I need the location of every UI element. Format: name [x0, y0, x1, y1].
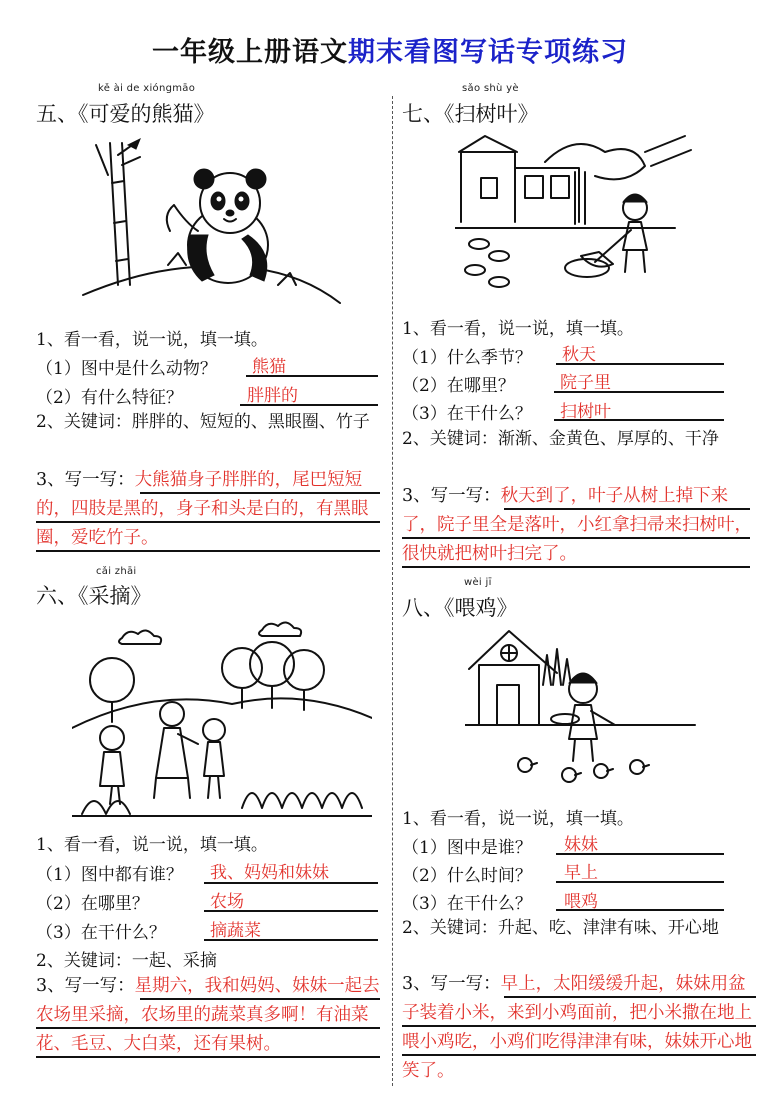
s6-q2-answer: 农场: [210, 892, 244, 912]
s8-write-line-1: [504, 996, 756, 998]
s5-write-line-1: [140, 492, 380, 494]
s8-step1: 1、看一看，说一说，填一填。: [402, 809, 634, 829]
s8-q3-label: （3）在干什么？: [402, 894, 532, 914]
feeding-chickens-illustration: [465, 625, 705, 795]
s7-write-label: 3、写一写：: [402, 486, 501, 506]
s8-write-line-2: [402, 1025, 756, 1027]
s7-q3-label: （3）在干什么？: [402, 404, 532, 424]
s7-pinyin: sǎo shù yè: [462, 83, 519, 94]
s6-q1-label: （1）图中都有谁？: [36, 865, 183, 885]
s8-keywords: 2、关键词：升起、吃、津津有味、开心地: [402, 918, 719, 938]
s8-q2-underline: [556, 881, 724, 883]
s5-write-text: 大熊猫身子胖胖的，尾巴短短的，四肢是黑的，身子和头是白的，有黑眼圈，爱吃竹子。: [36, 470, 369, 548]
s5-q2-answer: 胖胖的: [247, 386, 298, 406]
sweeping-leaves-illustration: [455, 132, 695, 302]
s8-heading: 八、《喂鸡》: [402, 596, 518, 620]
s7-write-line-2: [402, 537, 750, 539]
s5-q2-underline: [240, 404, 378, 406]
s6-q3-underline: [204, 939, 378, 941]
s7-q1-answer: 秋天: [562, 345, 596, 365]
s6-heading: 六、《采摘》: [36, 584, 152, 608]
s8-pinyin: wèi jī: [464, 577, 492, 588]
s6-q2-underline: [204, 910, 378, 912]
s5-write-line-3: [36, 550, 380, 552]
column-divider: [392, 96, 393, 1086]
s6-q1-underline: [204, 882, 378, 884]
s7-step1: 1、看一看，说一说，填一填。: [402, 319, 634, 339]
s6-q3-answer: 摘蔬菜: [210, 921, 261, 941]
s8-q2-label: （2）什么时间？: [402, 866, 532, 886]
s8-write-line-3: [402, 1054, 756, 1056]
s7-heading: 七、《扫树叶》: [402, 102, 539, 126]
panda-illustration: [78, 135, 348, 315]
s6-keywords: 2、关键词：一起、采摘: [36, 951, 217, 971]
s6-write-line-1: [140, 998, 380, 1000]
s6-write-line-3: [36, 1056, 380, 1058]
s8-q3-underline: [556, 909, 724, 911]
s5-q1-label: （1）图中是什么动物？: [36, 359, 217, 379]
s5-write-line-2: [36, 521, 380, 523]
s7-q2-answer: 院子里: [560, 373, 611, 393]
s5-pinyin: kě ài de xióngmāo: [98, 83, 196, 94]
s7-write: [402, 482, 760, 569]
s7-q3-answer: 扫树叶: [560, 402, 611, 422]
s5-heading: 五、《可爱的熊猫》: [36, 102, 215, 126]
s5-step1: 1、看一看，说一说，填一填。: [36, 330, 268, 350]
s7-write-line-3: [402, 566, 750, 568]
picking-illustration: [72, 618, 372, 818]
s8-write-text: 早上，太阳缓缓升起，妹妹用盆子装着小米，来到小鸡面前，把小米撒在地上喂小鸡吃，小鸡们吃得津津有味，妹妹开心地笑了。: [402, 974, 752, 1081]
s5-write-label: 3、写一写：: [36, 470, 135, 490]
s7-q2-label: （2）在哪里？: [402, 376, 515, 396]
s7-q1-underline: [556, 363, 724, 365]
s8-q1-underline: [556, 853, 724, 855]
s6-write: [36, 972, 388, 1059]
s6-write-text: 星期六，我和妈妈、妹妹一起去农场里采摘，农场里的蔬菜真多啊！有油菜花、毛豆、大白菜，还有果树。: [36, 976, 380, 1054]
s6-pinyin: cǎi zhāi: [96, 566, 137, 577]
s5-q1-answer: 熊猫: [252, 357, 286, 377]
s6-q2-label: （2）在哪里？: [36, 894, 149, 914]
s7-q2-underline: [554, 391, 724, 393]
s6-q3-label: （3）在干什么？: [36, 923, 166, 943]
s5-write: [36, 466, 386, 553]
s7-write-line-1: [504, 508, 750, 510]
s8-write: [402, 970, 762, 1086]
s7-keywords: 2、关键词：渐渐、金黄色、厚厚的、干净: [402, 429, 719, 449]
s7-write-text: 秋天到了，叶子从树上掉下来了，院子里全是落叶，小红拿扫帚来扫树叶，很快就把树叶扫完了。: [402, 486, 752, 564]
title-part-1: 一年级上册语文: [152, 37, 348, 68]
s8-q3-answer: 喂鸡: [564, 892, 598, 912]
s7-q1-label: （1）什么季节？: [402, 348, 532, 368]
s5-q2-label: （2）有什么特征？: [36, 388, 183, 408]
s6-write-line-2: [36, 1027, 380, 1029]
s5-keywords: 2、关键词：胖胖的、短短的、黑眼圈、竹子: [36, 412, 370, 432]
s6-write-label: 3、写一写：: [36, 976, 135, 996]
s8-q2-answer: 早上: [564, 863, 598, 883]
s8-q1-label: （1）图中是谁？: [402, 838, 532, 858]
s6-step1: 1、看一看，说一说，填一填。: [36, 835, 268, 855]
s8-write-label: 3、写一写：: [402, 974, 501, 994]
s6-q1-answer: 我、妈妈和妹妹: [210, 863, 329, 883]
s7-q3-underline: [554, 419, 724, 421]
s8-q1-answer: 妹妹: [564, 835, 598, 855]
title-part-2: 期末看图写话专项练习: [348, 37, 628, 68]
s5-q1-underline: [246, 375, 378, 377]
page-title: [0, 30, 780, 69]
